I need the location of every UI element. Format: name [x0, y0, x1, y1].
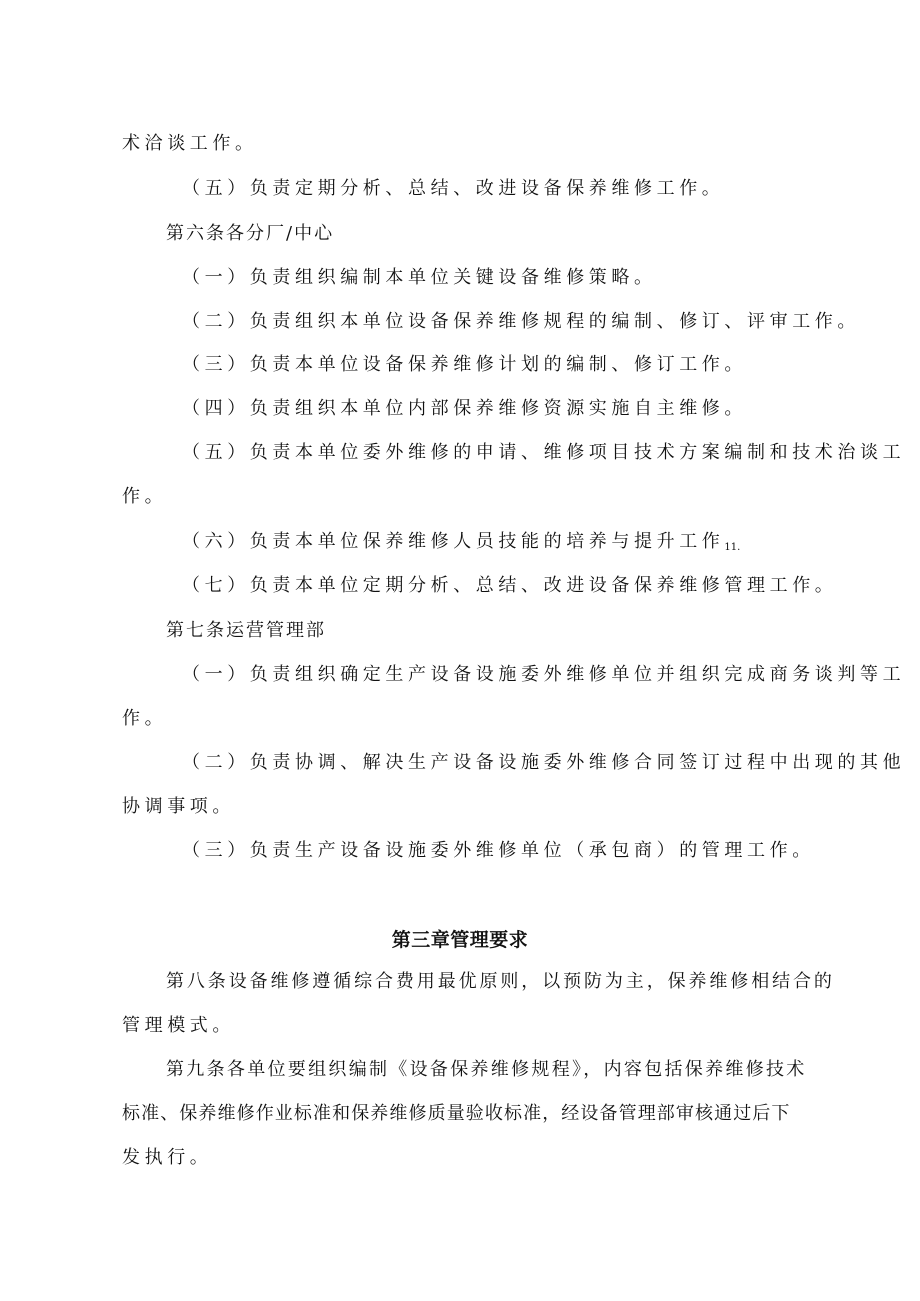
paragraph-line: （七）负责本单位定期分析、总结、改进设备保养维修管理工作。: [182, 575, 838, 596]
paragraph-line: 术洽谈工作。: [122, 133, 258, 154]
paragraph-line: （四）负责组织本单位内部保养维修资源实施自主维修。: [182, 398, 747, 419]
footnote-mark: 11.: [724, 542, 741, 553]
article-title: 第七条运营管理部: [166, 620, 326, 641]
paragraph-line: 作。: [122, 486, 168, 507]
paragraph-line: （二）负责协调、解决生产设备设施委外维修合同签订过程中出现的其他: [182, 752, 906, 773]
paragraph-line: 协调事项。: [122, 796, 235, 817]
paragraph-line: （五）负责本单位委外维修的申请、维修项目技术方案编制和技术治谈工: [182, 442, 906, 463]
paragraph-line: 标准、保养维修作业标准和保养维修质量验收标准，经设备管理部审核通过后下: [122, 1103, 791, 1124]
chapter-heading: 第三章管理要求: [391, 929, 529, 951]
paragraph-line: 第八条设备维修遵循综合费用最优原则，以预防为主，保养维修相结合的: [166, 971, 835, 992]
paragraph-line: （五）负责定期分析、总结、改进设备保养维修工作。: [182, 178, 725, 199]
paragraph-line: 发执行。: [122, 1147, 213, 1168]
paragraph-line: （一）负责组织编制本单位关键设备维修策略。: [182, 267, 657, 288]
paragraph-line: （三）负责本单位设备保养维修计划的编制、修订工作。: [182, 354, 747, 375]
article-title: 第六条各分厂/中心: [166, 223, 335, 244]
paragraph-line: 作。: [122, 708, 168, 729]
paragraph-line: （一）负责组织确定生产设备设施委外维修单位并组织完成商务谈判等工: [182, 664, 906, 685]
paragraph-text: （六）负责本单位保养维修人员技能的培养与提升工作: [182, 531, 725, 552]
paragraph-line: 管理模式。: [122, 1015, 235, 1036]
paragraph-line: （三）负责生产设备设施委外维修单位（承包商）的管理工作。: [182, 840, 815, 861]
paragraph-line: （二）负责组织本单位设备保养维修规程的编制、修订、评审工作。: [182, 311, 860, 332]
paragraph-line: 第九条各单位要组织编制《设备保养维修规程》，内容包括保养维修技术: [166, 1059, 807, 1080]
paragraph-line: [182, 530, 740, 560]
